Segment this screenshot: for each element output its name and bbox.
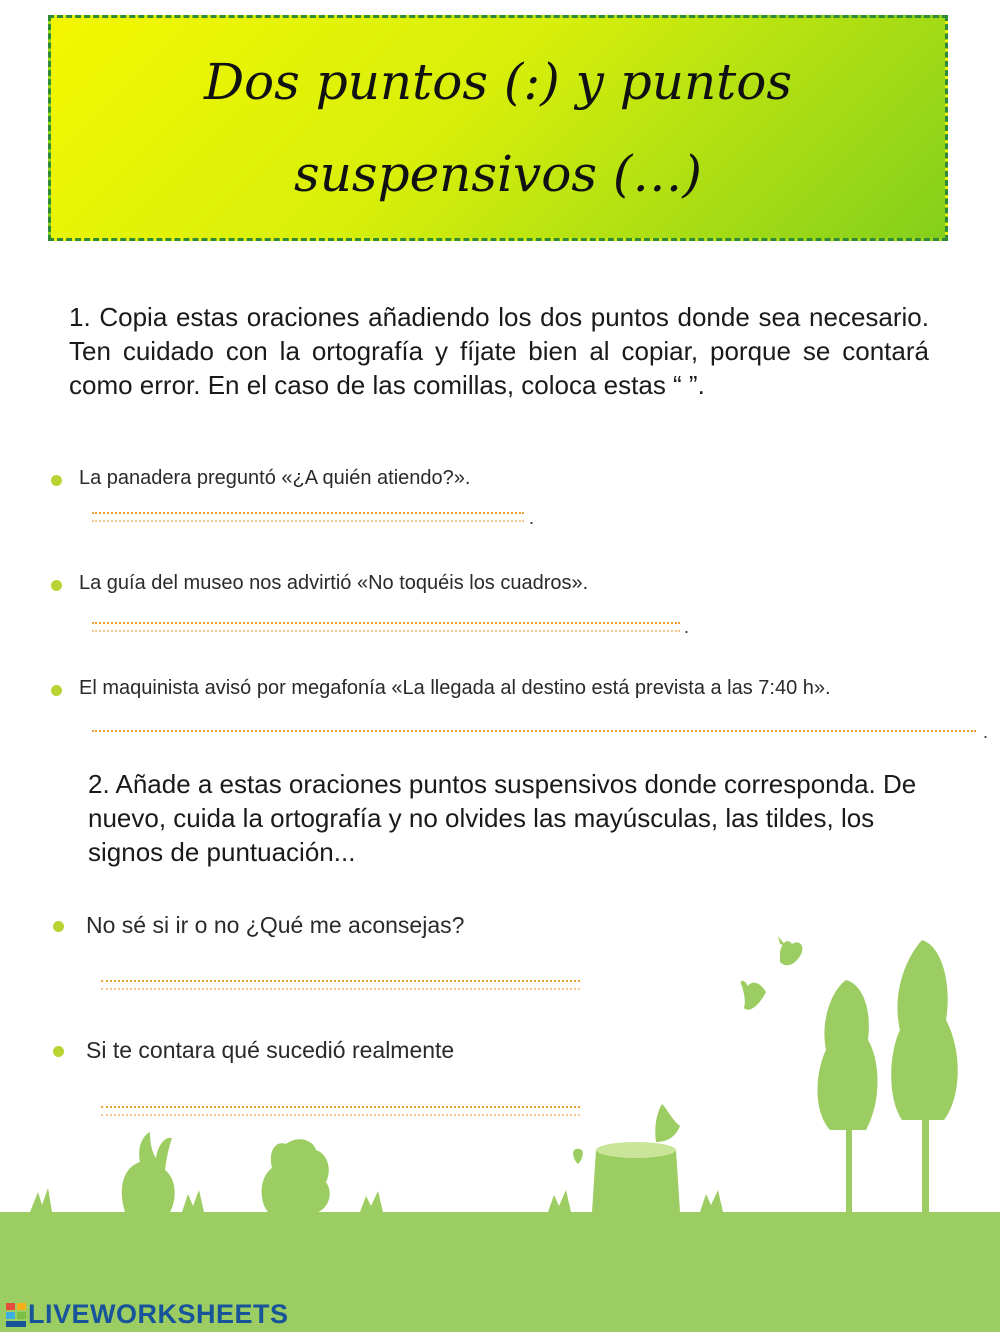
grass-tuft [360,1191,383,1212]
title-line-2: suspensivos (…) [294,145,702,203]
exercise-2-sentence-1: No sé si ir o no ¿Qué me aconsejas? [86,912,465,938]
answer-field-1-2-guide [92,630,680,632]
answer-field-1-1-guide [92,520,524,522]
liveworksheets-brand[interactable]: LIVEWORKSHEETS [28,1299,289,1329]
tree-crown [818,980,878,1130]
exercise-1-instruction: 1. Copia estas oraciones añadiendo los dos puntos donde sea necesario. Ten cuidado con la ortografía y fíjate bien al copiar, porque se contará como error. En el caso de las comillas, coloca estas “ ”. [69,302,929,400]
answer-field-2-2[interactable] [101,1106,580,1108]
answer-field-1-2[interactable] [92,622,680,624]
grass-tuft [548,1190,571,1212]
sprout [573,1149,583,1164]
rabbit-silhouette [122,1132,175,1212]
exercise-1-sentence-3: El maquinista avisó por megafonía «La llegada al destino está prevista a las 7:40 h». [79,677,831,699]
animal-silhouette [262,1139,330,1212]
bullet-icon [53,1046,64,1057]
bullet-icon [51,580,62,591]
line-end-period: . [983,722,989,742]
bullet-icon [51,685,62,696]
answer-field-2-1-guide [101,988,580,990]
answer-field-1-3[interactable] [92,730,976,732]
line-end-period: . [529,508,535,528]
nature-scene-illustration [0,900,1000,1332]
bird-silhouette [655,1104,680,1142]
grass-tuft [700,1190,723,1212]
exercise-1-sentence-2: La guía del museo nos advirtió «No toquéis los cuadros». [79,572,589,594]
title-line-1: Dos puntos (:) y puntos [203,53,793,111]
line-end-period: . [684,617,690,637]
exercise-1-sentence-1: La panadera preguntó «¿A quién atiendo?». [79,467,471,489]
exercise-2-instruction: 2. Añade a estas oraciones puntos suspensivos donde corresponda. De nuevo, cuida la ortografía y no olvides las mayúsculas, las tildes, los signos de puntuación... [88,769,917,867]
bullet-icon [53,921,64,932]
flying-bird [741,981,766,1010]
answer-field-1-1[interactable] [92,512,524,514]
flying-bird [778,936,802,965]
grass-tuft [30,1188,52,1212]
liveworksheets-logo-icon [6,1303,26,1327]
grass-tuft [182,1190,204,1212]
answer-field-2-2-guide [101,1114,580,1116]
worksheet-title [148,36,848,220]
bullet-icon [51,475,62,486]
answer-field-2-1[interactable] [101,980,580,982]
title-banner [48,15,948,241]
exercise-2-sentence-2: Si te contara qué sucedió realmente [86,1037,455,1063]
tree-crown [891,940,958,1120]
